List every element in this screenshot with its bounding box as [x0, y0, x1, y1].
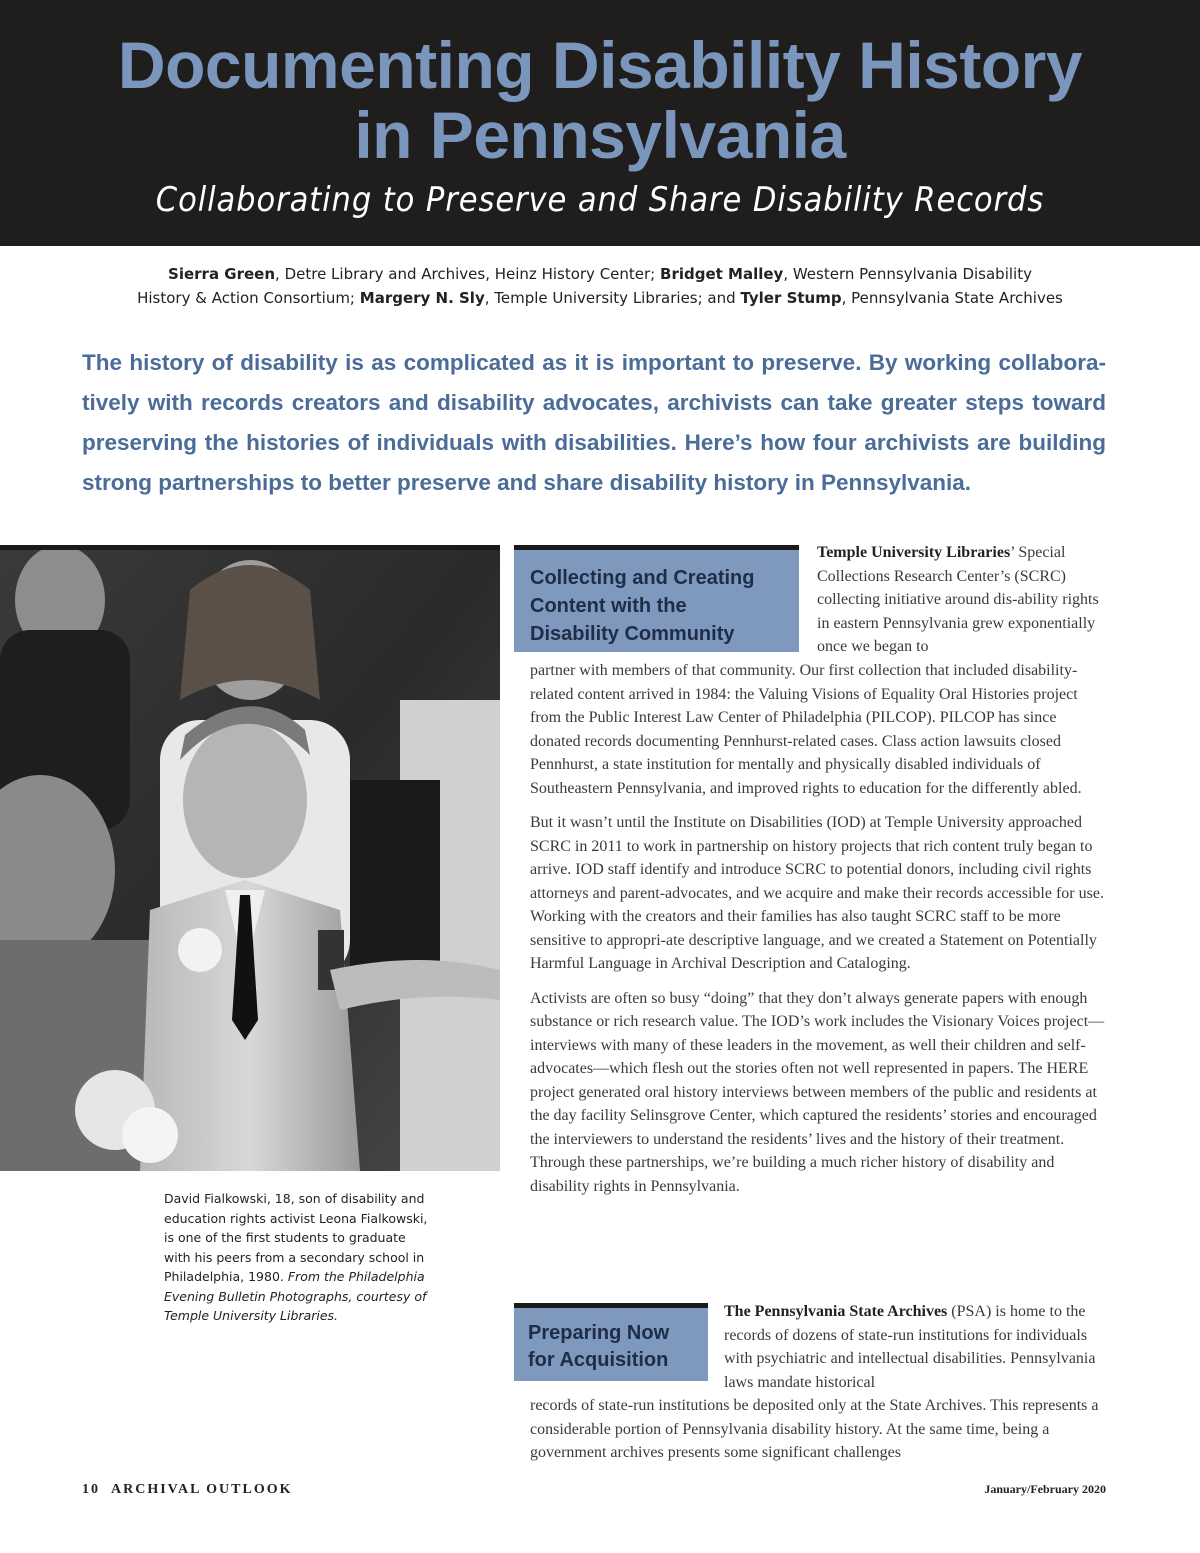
paragraph: partner with members of that community. Our first collection that included disability-related content arrived in 1984: the Valuing Visions of Equality Oral Histories project from the Public Interest Law Center of Philadelphia (PILCOP). PILCOP has since donated records documenting Pennhurst-related cases. Class action lawsuits closed Pennhurst, a state institution for mentally and physically disabled individuals of Southeastern Pennsylvania, and improved rights to education for the differently abled.	[530, 662, 1082, 797]
lead-in-bold: Temple University Libraries	[817, 544, 1011, 561]
paragraph: But it wasn’t until the Institute on Disabilities (IOD) at Temple University approached SCRC in 2011 to work in partnership on history projects that rich content truly began to arrive. IOD staff identify and introduce SCRC to potential donors, including civil rights attorneys and parent-advocates, and we acquire and make their records accessible for use. Working with the creators and their families has also taught SCRC staff to be more sensitive to appropri-ate descriptive language, and we created a Statement on Potentially Harmful Language in Archival Description and Cataloging.	[530, 814, 1104, 972]
section2-intro	[724, 1300, 1108, 1394]
caption-text: David Fialkowski, 18, son of disability and education rights activist Leona Fialkowski, is one of the first students to graduate with his peers from a secondary school in Philadelphia, 1980.	[164, 1191, 428, 1284]
photo-illustration	[0, 550, 500, 1171]
article-title	[0, 30, 1200, 170]
section-heading-line: Preparing Now	[528, 1322, 670, 1344]
caption-credit: From the Philadelphia Evening Bulletin Photographs, courtesy of Temple University Libraries.	[164, 1269, 427, 1323]
issue-date: January/February 2020	[984, 1482, 1106, 1496]
title-banner	[0, 0, 1200, 246]
author-affiliation: , Pennsylvania State Archives	[841, 289, 1063, 307]
author-byline	[60, 262, 1140, 310]
lead-in-bold: The Pennsylvania State Archives	[724, 1303, 948, 1320]
section1-intro	[817, 541, 1107, 659]
section-heading-line: for Acquisition	[528, 1349, 669, 1371]
section1-body	[530, 659, 1108, 1198]
author-name: Margery N. Sly	[359, 289, 485, 307]
author-name: Bridget Malley	[660, 265, 784, 283]
publication-name: ARCHIVAL OUTLOOK	[111, 1482, 293, 1497]
photo-caption	[164, 1189, 434, 1326]
paragraph: records of state-run institutions be deposited only at the State Archives. This represents a considerable portion of Pennsylvania disability history. At the same time, being a government archives presents some significant challenges	[530, 1397, 1099, 1461]
section-heading-preparing	[514, 1303, 708, 1381]
author-name: Tyler Stump	[740, 289, 842, 307]
title-line-2: in Pennsylvania	[354, 98, 846, 172]
author-affiliation: History & Action Consortium;	[137, 289, 360, 307]
section-heading-collecting	[514, 545, 799, 652]
title-line-1: Documenting Disability History	[117, 28, 1083, 102]
lead-in-text: (PSA) is home to the records of dozens of state-run institutions for individuals with psychiatric and intellectual disabilities. Pennsylvania laws mandate historical	[724, 1303, 1096, 1391]
lede-paragraph: The history of disability is as complicated as it is important to preserve. By working collabora-tively with records creators and disability advocates, archivists can take greater steps toward preserving the histories of individuals with disabilities. Here’s how four archivists are building strong partnerships to better preserve and share disability history in Pennsylvania.	[82, 350, 1106, 495]
page-number: 10	[82, 1482, 100, 1497]
author-affiliation: , Western Pennsylvania Disability	[783, 265, 1032, 283]
lead-in-text: ’ Special Collections Research Center’s (SCRC) collecting initiative around dis-ability rights in eastern Pennsylvania grew exponentially once we began to	[817, 544, 1099, 655]
author-name: Sierra Green	[168, 265, 276, 283]
section2-body	[530, 1394, 1108, 1465]
paragraph: Activists are often so busy “doing” that they don’t always generate papers with enough substance or rich research value. The IOD’s work includes the Visionary Voices project—interviews with many of these leaders in the movement, as well their children and self-advocates—which flesh out the stories often not well represented in papers. The HERE project generated oral history interviews between members of the public and residents at the day facility Selinsgrove Center, which captured the residents’ stories and encouraged the interviewers to understand the residents’ lives and the history of their treatment. Through these partnerships, we’re building a much richer history of disability and disability rights in Pennsylvania.	[530, 989, 1105, 1195]
section-heading-line: Content with the	[530, 595, 687, 617]
section-heading-line: Disability Community	[530, 623, 735, 645]
author-affiliation: , Detre Library and Archives, Heinz History Center;	[275, 265, 661, 283]
archival-photo	[0, 545, 500, 1171]
article-subtitle: Collaborating to Preserve and Share Disability Records	[155, 180, 1045, 220]
page-footer-left	[82, 1482, 293, 1498]
author-affiliation: , Temple University Libraries; and	[484, 289, 741, 307]
section-heading-line: Collecting and Creating	[530, 567, 755, 589]
